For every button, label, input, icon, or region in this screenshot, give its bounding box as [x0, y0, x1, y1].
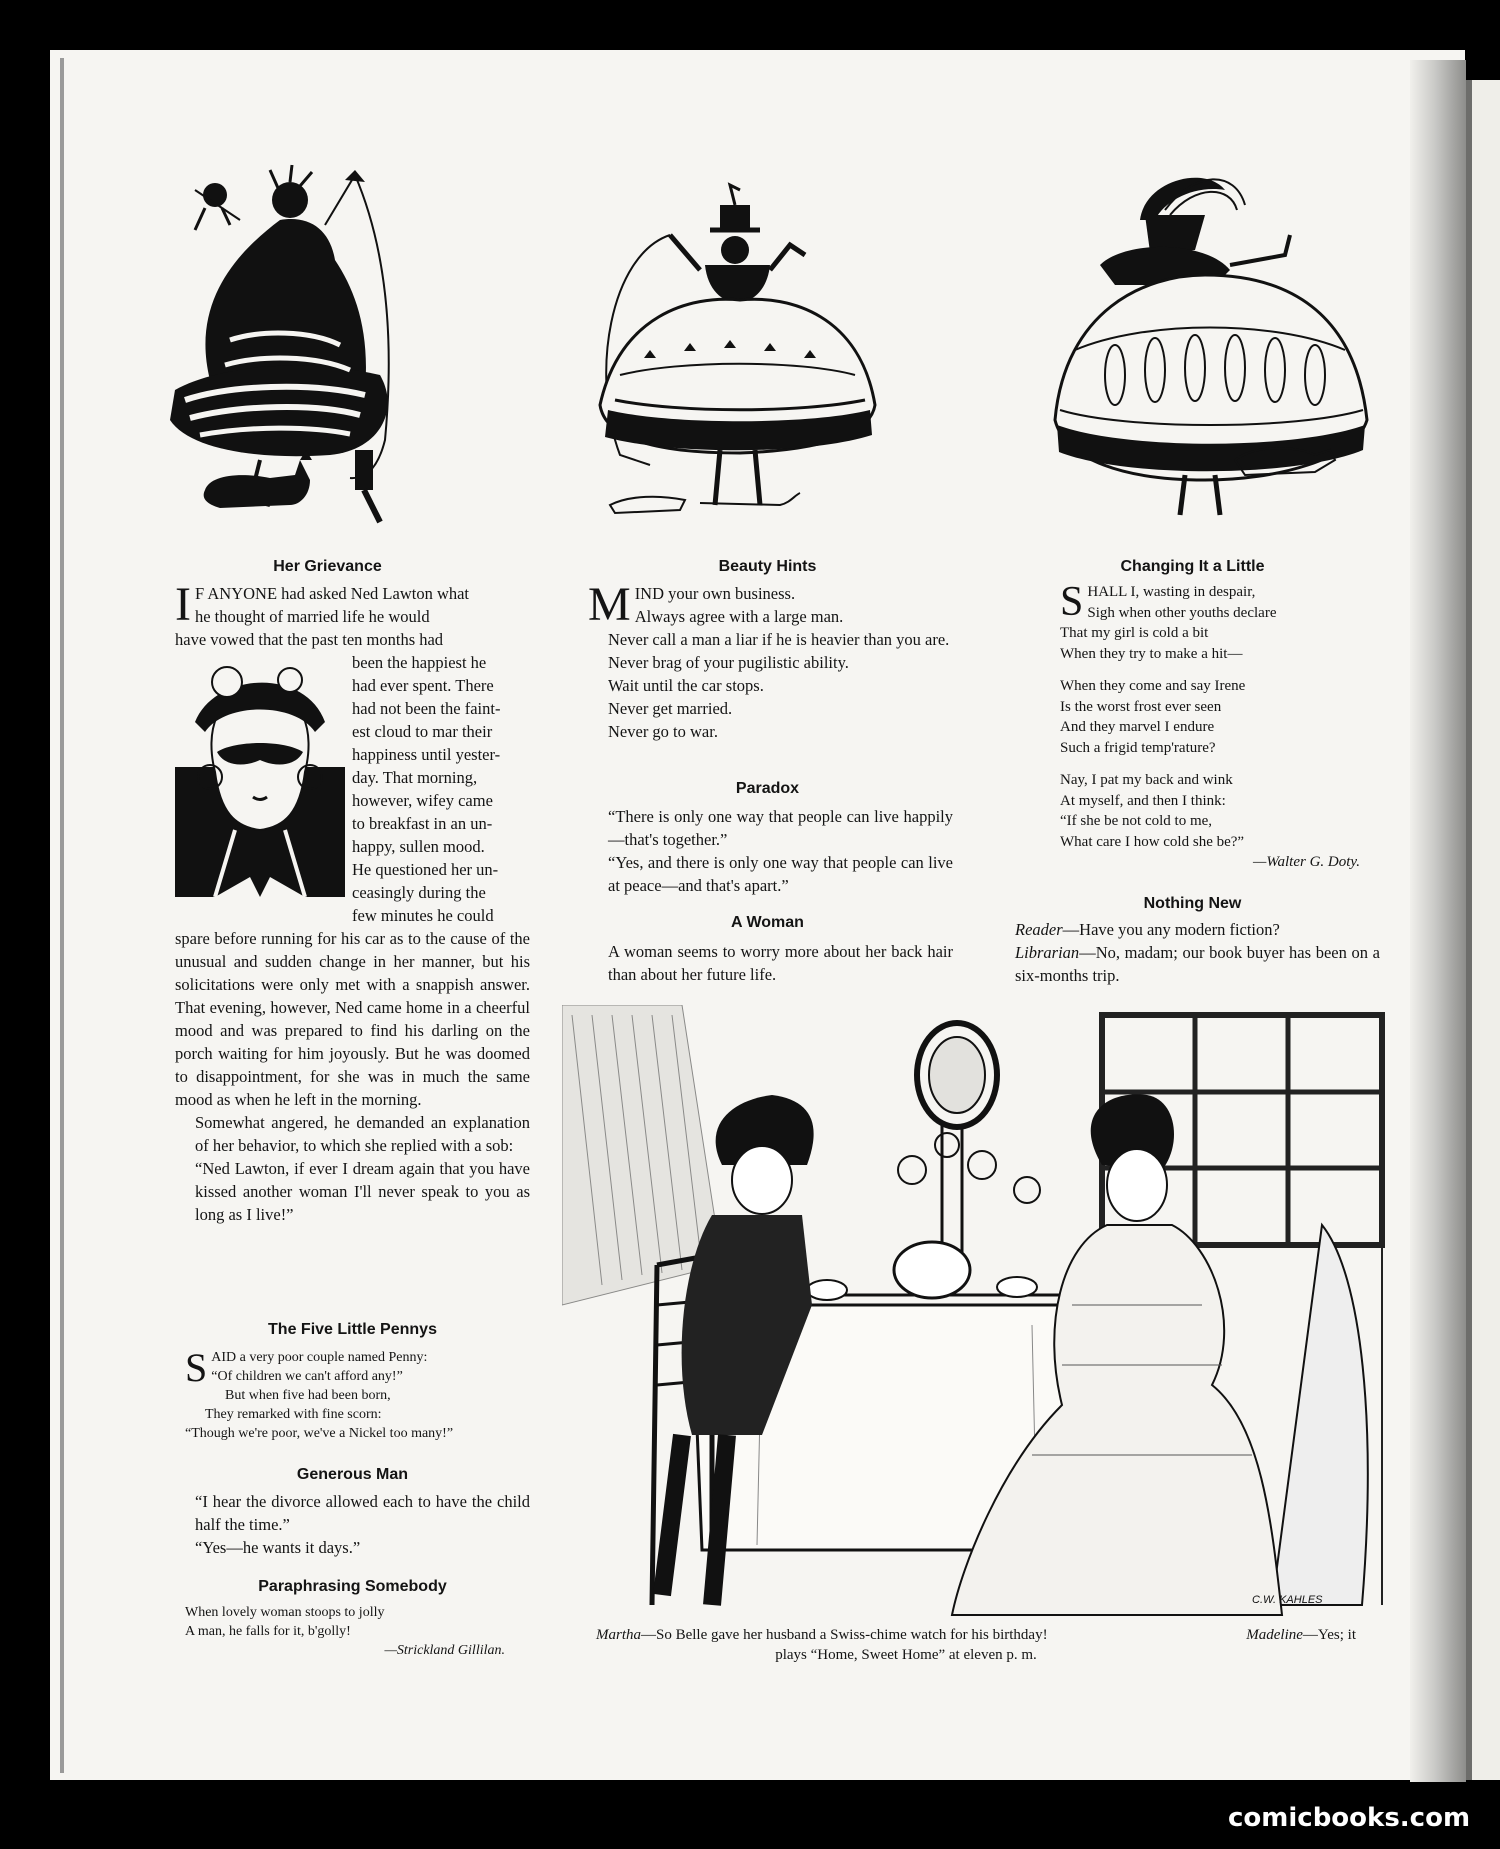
- generous-paragraph: “Yes—he wants it days.”: [195, 1538, 361, 1557]
- changing-line: That my girl is cold a bit: [1060, 625, 1209, 641]
- caption-madeline: [1246, 1625, 1356, 1645]
- changing-verse: [1060, 579, 1360, 873]
- beauty-line: Wait until the car stops.: [608, 676, 764, 695]
- librarian-speaker: Librarian: [1015, 943, 1080, 962]
- paraphrasing-signature: —Strickland Gillilan.: [384, 1643, 505, 1658]
- beauty-line: Never go to war.: [608, 722, 718, 741]
- binding-gutter: [1410, 60, 1466, 1782]
- fashion-lady-poodle-scotty-icon: [150, 160, 455, 535]
- changing-line: Such a frigid temp'rature?: [1060, 739, 1216, 756]
- grievance-narrow-line: to breakfast in an un-: [352, 814, 493, 833]
- changing-line: HALL I, wasting in despair,: [1087, 584, 1256, 600]
- paraphrasing-line: A man, he falls for it, b'golly!: [185, 1624, 351, 1639]
- reader-speaker: Reader: [1015, 920, 1063, 939]
- nothing-new-body: [995, 918, 1380, 987]
- grievance-drop-cap: I: [175, 578, 191, 631]
- grievance-narrow-line: had ever spent. There: [352, 676, 494, 695]
- changing-line: And they marvel I endure: [1060, 719, 1215, 735]
- page-edge: [60, 58, 64, 1773]
- generous-title: Generous Man: [296, 1466, 409, 1483]
- tea-table-scene-icon: [562, 1005, 1385, 1620]
- watermark: comicbooks.com: [1228, 1803, 1471, 1833]
- beauty-line: Never brag of your pugilistic ability.: [608, 653, 849, 672]
- grievance-narrow-line: day. That morning,: [352, 768, 478, 787]
- changing-line: Sigh when other youths declare: [1087, 604, 1277, 621]
- grievance-line-3: have vowed that the past ten months had: [175, 630, 444, 649]
- changing-line: Is the worst frost ever seen: [1060, 698, 1222, 715]
- caption-line-2: plays “Home, Sweet Home” at eleven p. m.: [775, 1647, 1037, 1663]
- beauty-paragraph: Never call a man a liar if he is heavier than you are.: [608, 630, 950, 649]
- paradox-paragraph: “There is only one way that people can live happily—that's together.”: [608, 807, 953, 849]
- grievance-intro: [175, 578, 530, 651]
- beauty-drop-cap: M: [588, 578, 631, 631]
- pennys-verse: [185, 1345, 530, 1443]
- changing-line: What care I how cold she be?”: [1060, 833, 1245, 850]
- grievance-narrow-line: been the happiest he: [352, 653, 487, 672]
- nothing-new-title: Nothing New: [1143, 895, 1242, 912]
- generous-paragraph: “I hear the divorce allowed each to have the child half the time.”: [195, 1492, 530, 1534]
- pennys-drop-cap: S: [185, 1345, 208, 1390]
- reader-line: —Have you any modern fiction?: [1062, 920, 1280, 939]
- beauty-hints-title: Beauty Hints: [718, 558, 817, 575]
- grievance-narrow-line: had not been the faint-: [352, 699, 501, 718]
- grievance-narrow-line: happiness until yester-: [352, 745, 501, 764]
- grievance-body: [175, 927, 530, 1226]
- next-page-shadow: [1466, 80, 1472, 1780]
- changing-drop-cap: S: [1060, 579, 1084, 625]
- grievance-narrow-line: He questioned her un-: [352, 860, 499, 879]
- paraphrasing-title: Paraphrasing Somebody: [258, 1578, 447, 1595]
- pennys-line: They remarked with fine scorn:: [205, 1407, 382, 1422]
- tea-caption: [596, 1625, 1356, 1665]
- a-woman-title: A Woman: [731, 914, 804, 931]
- changing-line: “If she be not cold to me,: [1060, 813, 1213, 829]
- grievance-narrow-line: however, wifey came: [352, 791, 493, 810]
- fashion-lady-plume-hat-icon: [1045, 160, 1375, 525]
- paraphrasing-line: When lovely woman stoops to jolly: [185, 1605, 385, 1620]
- grievance-paragraph: spare before running for his car as to the cause of the unusual and sudden change in her manner, but his solicitations were only met with a snappish answer. That evening, however, Ned came home in a cheerful mood and was prepared to find his darling on the porch waiting for him joyously. But he was doomed to disappointment, for she was in much the same mood as when he left in the morning.: [175, 929, 530, 1109]
- changing-line: At myself, and then I think:: [1060, 792, 1226, 809]
- changing-signature: —Walter G. Doty.: [1253, 854, 1360, 870]
- pennys-line: But when five had been born,: [225, 1388, 391, 1403]
- generous-body: [175, 1490, 530, 1559]
- grievance-paragraph: “Ned Lawton, if ever I dream again that you have kissed another woman I'll never speak to you as long as I live!”: [195, 1159, 530, 1224]
- grievance-narrow-column: [352, 651, 530, 927]
- beauty-hints-body: [588, 578, 953, 743]
- grievance-narrow-line: few minutes he could: [352, 906, 494, 925]
- pennys-title: The Five Little Pennys: [268, 1321, 437, 1338]
- madeline-speaker: Madeline: [1246, 1627, 1303, 1643]
- artist-signature: C.W. KAHLES: [1252, 1594, 1323, 1606]
- grievance-paragraph: Somewhat angered, he demanded an explanation of her behavior, to which she replied with a sob:: [195, 1113, 530, 1155]
- grievance-narrow-line: est cloud to mar their: [352, 722, 493, 741]
- changing-title: Changing It a Little: [1120, 558, 1265, 575]
- grievance-narrow-line: happy, sullen mood.: [352, 837, 485, 856]
- caption-martha: [596, 1625, 1048, 1645]
- grievance-narrow-line: ceasingly during the: [352, 883, 486, 902]
- changing-line: Nay, I pat my back and wink: [1060, 772, 1233, 788]
- changing-line: When they come and say Irene: [1060, 678, 1246, 694]
- beauty-line: Always agree with a large man.: [634, 607, 844, 626]
- pennys-line: AID a very poor couple named Penny:: [211, 1350, 428, 1365]
- changing-line: When they try to make a hit—: [1060, 645, 1243, 662]
- a-woman-paragraph: A woman seems to worry more about her back hair than about her future life.: [608, 942, 953, 984]
- librarian-line: —No, madam; our book buyer has been on a six-months trip.: [1015, 943, 1380, 985]
- a-woman-body: [588, 940, 953, 986]
- scan-border-top: [0, 0, 1500, 50]
- masked-lady-portrait-icon: [175, 652, 345, 897]
- paradox-body: [588, 805, 953, 897]
- grievance-title: Her Grievance: [273, 558, 382, 575]
- grievance-line-1: F ANYONE had asked Ned Lawton what: [194, 584, 470, 603]
- fashion-lady-dachshund-icon: [590, 175, 880, 530]
- martha-speaker: Martha: [596, 1627, 641, 1643]
- pennys-line: “Though we're poor, we've a Nickel too many!”: [185, 1426, 454, 1441]
- paradox-paragraph: “Yes, and there is only one way that people can live at peace—and that's apart.”: [608, 853, 953, 895]
- beauty-line: IND your own business.: [634, 584, 796, 603]
- pennys-line: “Of children we can't afford any!”: [211, 1369, 403, 1384]
- martha-line: —So Belle gave her husband a Swiss-chime watch for his birthday!: [641, 1627, 1048, 1643]
- grievance-line-2: he thought of married life he would: [194, 607, 430, 626]
- madeline-line: —Yes; it: [1302, 1627, 1356, 1643]
- beauty-line: Never get married.: [608, 699, 733, 718]
- paradox-title: Paradox: [735, 780, 800, 797]
